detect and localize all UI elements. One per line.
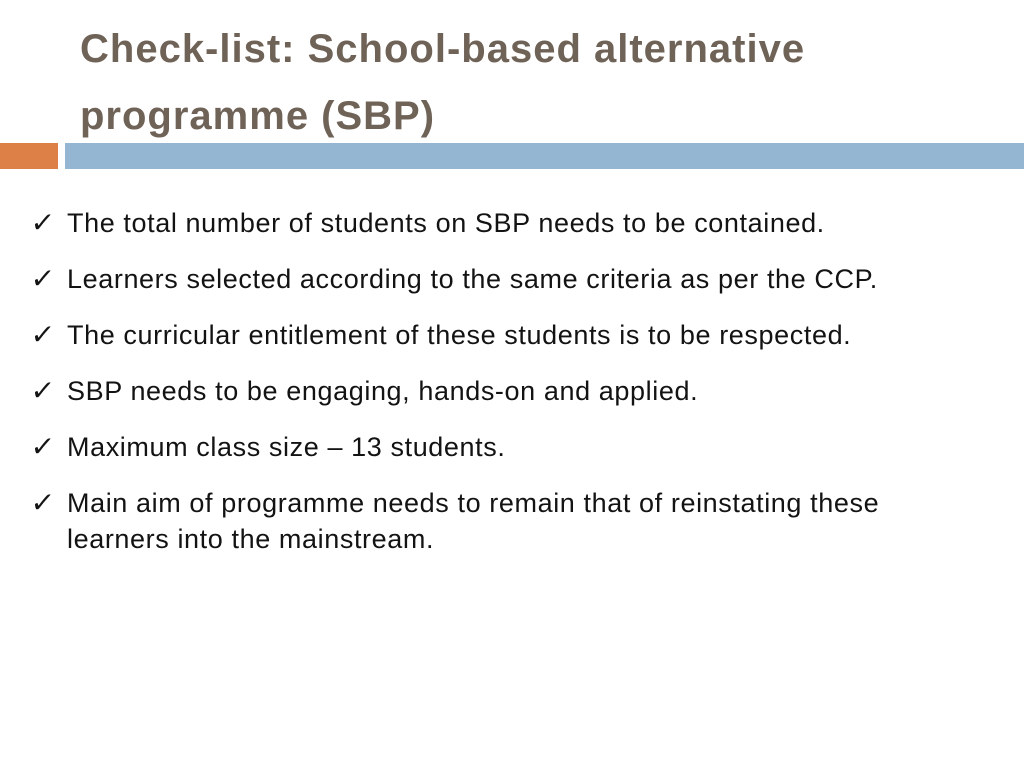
slide-title-line-1: Check-list: School-based alternative (80, 27, 806, 71)
check-item-text: Main aim of programme needs to remain that of reinstating these learners into the mainstream. (67, 488, 880, 554)
blue-accent-bar (65, 143, 1024, 169)
check-list-item (31, 261, 951, 297)
checklist (31, 205, 951, 577)
check-item-text: Learners selected according to the same criteria as per the CCP. (67, 264, 878, 294)
check-list-item (31, 205, 951, 241)
orange-accent-rect (0, 143, 58, 169)
check-item-text: The total number of students on SBP needs to be contained. (67, 208, 825, 238)
slide-title (80, 16, 1000, 150)
check-item-text: The curricular entitlement of these students is to be respected. (67, 320, 852, 350)
check-list-item (31, 485, 951, 557)
checkmark-icon: ✓ (29, 207, 57, 238)
check-item-text: Maximum class size – 13 students. (67, 432, 506, 462)
title-accent-band (0, 143, 1024, 169)
check-item-text: SBP needs to be engaging, hands-on and applied. (67, 376, 699, 406)
check-list-item (31, 429, 951, 465)
check-list-item (31, 373, 951, 409)
checkmark-icon: ✓ (29, 431, 57, 462)
checkmark-icon: ✓ (29, 263, 57, 294)
checkmark-icon: ✓ (29, 319, 57, 350)
checkmark-icon: ✓ (29, 375, 57, 406)
check-list-item (31, 317, 951, 353)
slide-title-line-2: programme (SBP) (80, 94, 436, 138)
checkmark-icon: ✓ (29, 487, 57, 518)
